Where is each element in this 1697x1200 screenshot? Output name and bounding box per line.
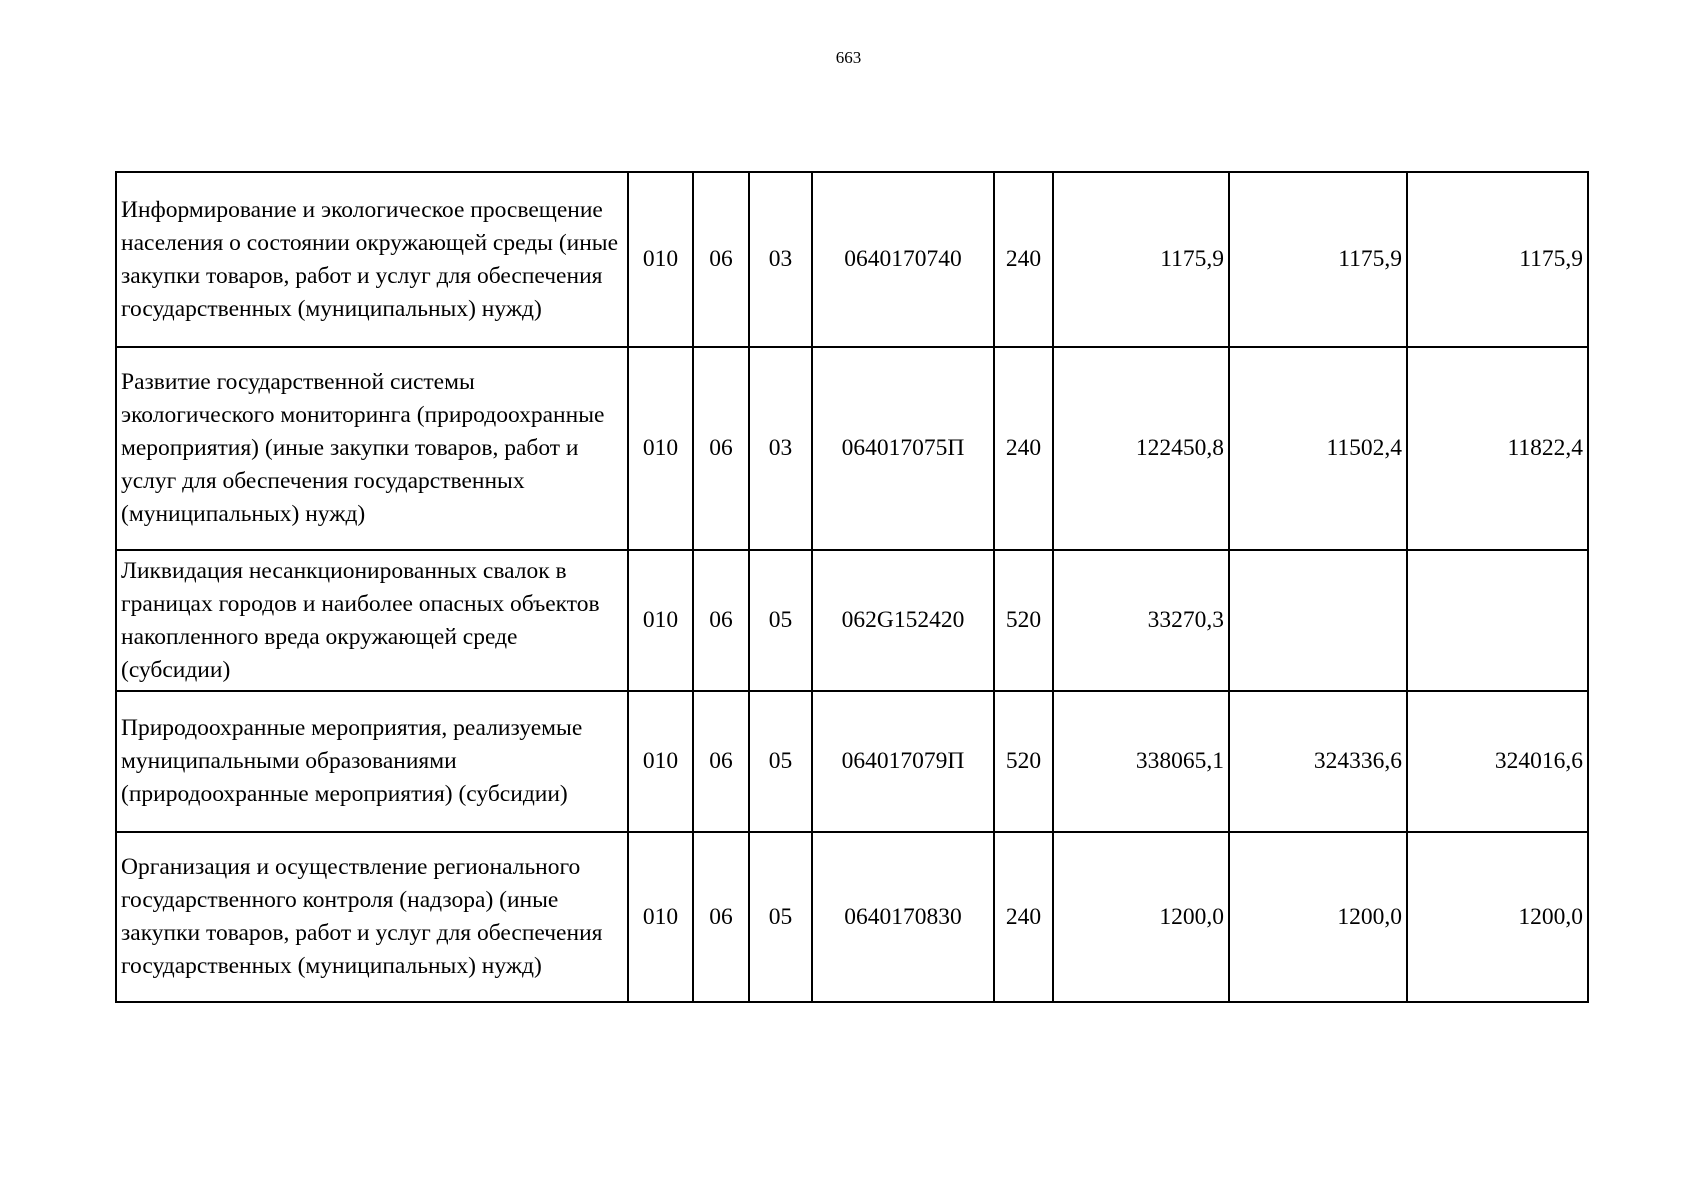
section-code: 06 — [693, 347, 749, 550]
section-code: 06 — [693, 691, 749, 832]
row-description: Ликвидация несанкционированных свалок в границах городов и наиболее опасных объектов накопленного вреда окружающей среде (субсидии) — [116, 550, 628, 691]
sum-1: 33270,3 — [1053, 550, 1229, 691]
sum-1: 122450,8 — [1053, 347, 1229, 550]
subsection-code: 05 — [749, 691, 812, 832]
sum-2: 324336,6 — [1229, 691, 1407, 832]
row-description: Природоохранные мероприятия, реализуемые муниципальными образованиями (природоохранные мероприятия) (субсидии) — [116, 691, 628, 832]
table-row — [116, 832, 1588, 1002]
target-article-code: 0640170740 — [812, 172, 994, 347]
subsection-code: 03 — [749, 172, 812, 347]
sum-3 — [1407, 550, 1588, 691]
section-code: 06 — [693, 550, 749, 691]
subsection-code: 05 — [749, 550, 812, 691]
row-description: Информирование и экологическое просвещение населения о состоянии окружающей среды (иные закупки товаров, работ и услуг для обеспечения государственных (муниципальных) нужд) — [116, 172, 628, 347]
sum-2: 1175,9 — [1229, 172, 1407, 347]
sum-3: 324016,6 — [1407, 691, 1588, 832]
sum-2 — [1229, 550, 1407, 691]
subsection-code: 05 — [749, 832, 812, 1002]
sum-1: 1175,9 — [1053, 172, 1229, 347]
ministry-code: 010 — [628, 832, 693, 1002]
ministry-code: 010 — [628, 172, 693, 347]
row-description: Организация и осуществление регионального государственного контроля (надзора) (иные закупки товаров, работ и услуг для обеспечения государственных (муниципальных) нужд) — [116, 832, 628, 1002]
table-row — [116, 550, 1588, 691]
sum-1: 1200,0 — [1053, 832, 1229, 1002]
subsection-code: 03 — [749, 347, 812, 550]
row-description: Развитие государственной системы экологического мониторинга (природоохранные мероприятия) (иные закупки товаров, работ и услуг для обеспечения государственных (муниципальных) нужд) — [116, 347, 628, 550]
table-row — [116, 347, 1588, 550]
expense-type-code: 520 — [994, 550, 1053, 691]
budget-table — [115, 171, 1589, 1003]
expense-type-code: 240 — [994, 172, 1053, 347]
target-article-code: 0640170830 — [812, 832, 994, 1002]
target-article-code: 062G152420 — [812, 550, 994, 691]
sum-3: 1200,0 — [1407, 832, 1588, 1002]
ministry-code: 010 — [628, 347, 693, 550]
expense-type-code: 240 — [994, 347, 1053, 550]
section-code: 06 — [693, 832, 749, 1002]
page-number: 663 — [835, 48, 862, 67]
target-article-code: 064017075П — [812, 347, 994, 550]
expense-type-code: 520 — [994, 691, 1053, 832]
sum-2: 11502,4 — [1229, 347, 1407, 550]
expense-type-code: 240 — [994, 832, 1053, 1002]
ministry-code: 010 — [628, 691, 693, 832]
target-article-code: 064017079П — [812, 691, 994, 832]
section-code: 06 — [693, 172, 749, 347]
ministry-code: 010 — [628, 550, 693, 691]
sum-1: 338065,1 — [1053, 691, 1229, 832]
sum-3: 1175,9 — [1407, 172, 1588, 347]
table-row — [116, 691, 1588, 832]
table-row — [116, 172, 1588, 347]
sum-3: 11822,4 — [1407, 347, 1588, 550]
sum-2: 1200,0 — [1229, 832, 1407, 1002]
